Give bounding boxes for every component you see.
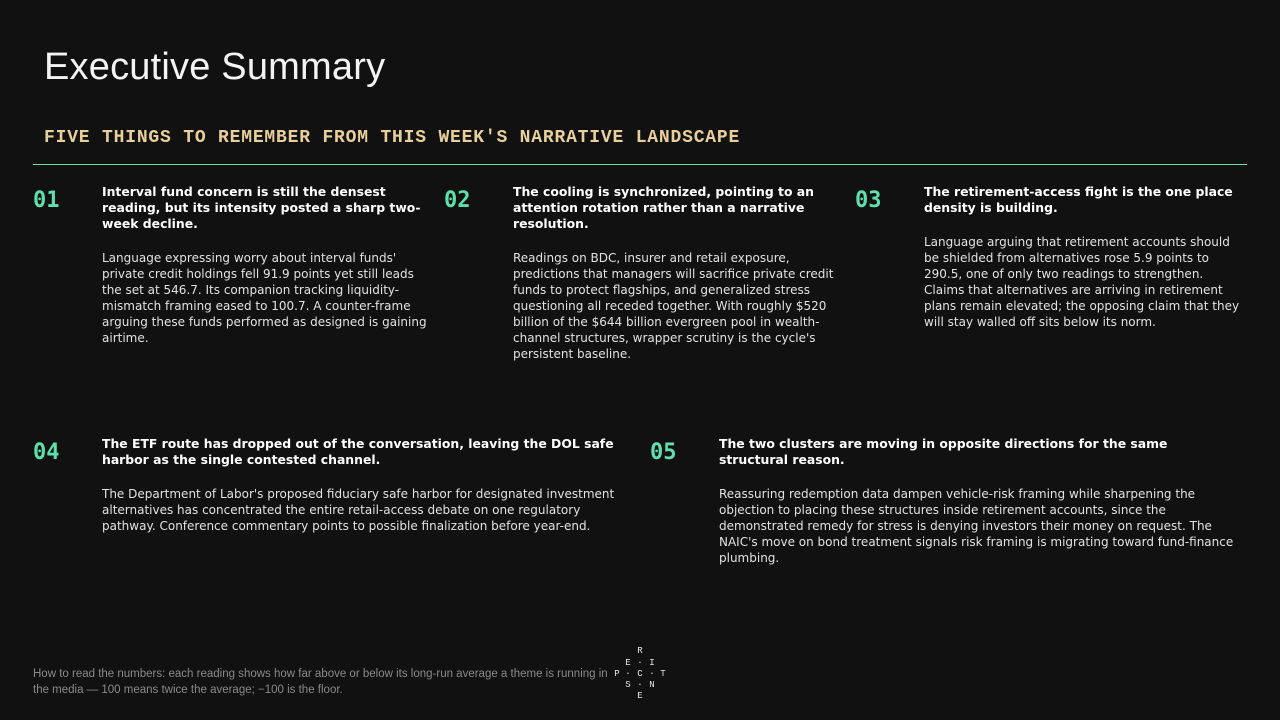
logo-dot: · xyxy=(649,669,655,679)
logo-letter: T xyxy=(660,669,666,679)
item-heading: The cooling is synchronized, pointing to an attention rotation rather than a narrative resolution. xyxy=(513,184,814,231)
item-content xyxy=(719,436,1239,566)
item-body: Language arguing that retirement accounts should be shielded from alternatives rose 5.9 points to 290.5, one of only two readings to strengthen. Claims that alternatives are arriving in retirement plans remain elevated; the opposing claim that they will stay walled off sits below its norm. xyxy=(924,235,1240,329)
item-heading: The ETF route has dropped out of the conversation, leaving the DOL safe harbor as the single contested channel. xyxy=(102,436,614,467)
item-heading: The retirement-access fight is the one place density is building. xyxy=(924,184,1233,215)
item-content xyxy=(924,184,1246,330)
item-body: The Department of Labor's proposed fiduciary safe harbor for designated investment alternatives has concentrated the entire retail-access debate on one regulatory pathway. Conference commentary points to possible finalization before year-end. xyxy=(102,487,615,533)
logo-letter: R xyxy=(637,646,643,656)
brand-logo xyxy=(612,646,668,702)
item-number: 03 xyxy=(855,188,882,213)
item-number: 02 xyxy=(444,188,471,213)
logo-letter: E xyxy=(625,658,631,668)
logo-letter: E xyxy=(637,691,643,701)
item-content xyxy=(513,184,837,362)
item-number: 05 xyxy=(650,440,677,465)
item-content xyxy=(102,184,428,346)
footnote: How to read the numbers: each reading shows how far above or below its long-run average a theme is running in the media — 100 means twice the average; −100 is the floor. xyxy=(33,668,608,696)
item-content xyxy=(102,436,627,534)
logo-dot: · xyxy=(625,669,631,679)
page-subtitle: FIVE THINGS TO REMEMBER FROM THIS WEEK'S NARRATIVE LANDSCAPE xyxy=(44,128,741,148)
logo-letter: P xyxy=(614,669,620,679)
item-body: Readings on BDC, insurer and retail exposure, predictions that managers will sacrifice private credit funds to protect flagships, and generalized stress questioning all receded together. With roughly $520 billion of the $644 billion evergreen pool in wealth-channel structures, wrapper scrutiny is the cycle's persistent baseline. xyxy=(513,251,834,361)
logo-letter: I xyxy=(649,658,655,668)
page-title: Executive Summary xyxy=(44,46,386,88)
item-number: 01 xyxy=(33,188,60,213)
item-body: Reassuring redemption data dampen vehicle-risk framing while sharpening the objection to placing these structures inside retirement accounts, since the demonstrated remedy for stress is denying investors their money on request. The NAIC's move on bond treatment signals risk framing is migrating toward fund-finance plumbing. xyxy=(719,487,1234,565)
logo-letter: N xyxy=(649,680,655,690)
logo-letter: S xyxy=(625,680,631,690)
item-heading: Interval fund concern is still the densest reading, but its intensity posted a sharp two-week decline. xyxy=(102,184,421,231)
logo-letter: C xyxy=(637,669,643,679)
header-divider xyxy=(33,164,1247,165)
logo-dot: · xyxy=(637,658,643,668)
item-number: 04 xyxy=(33,440,60,465)
item-heading: The two clusters are moving in opposite directions for the same structural reason. xyxy=(719,436,1168,467)
logo-dot: · xyxy=(637,680,643,690)
item-body: Language expressing worry about interval funds' private credit holdings fell 91.9 points yet still leads the set at 546.7. Its companion tracking liquidity-mismatch framing eased to 100.7. A counter-frame arguing these funds performed as designed is gaining airtime. xyxy=(102,251,427,345)
